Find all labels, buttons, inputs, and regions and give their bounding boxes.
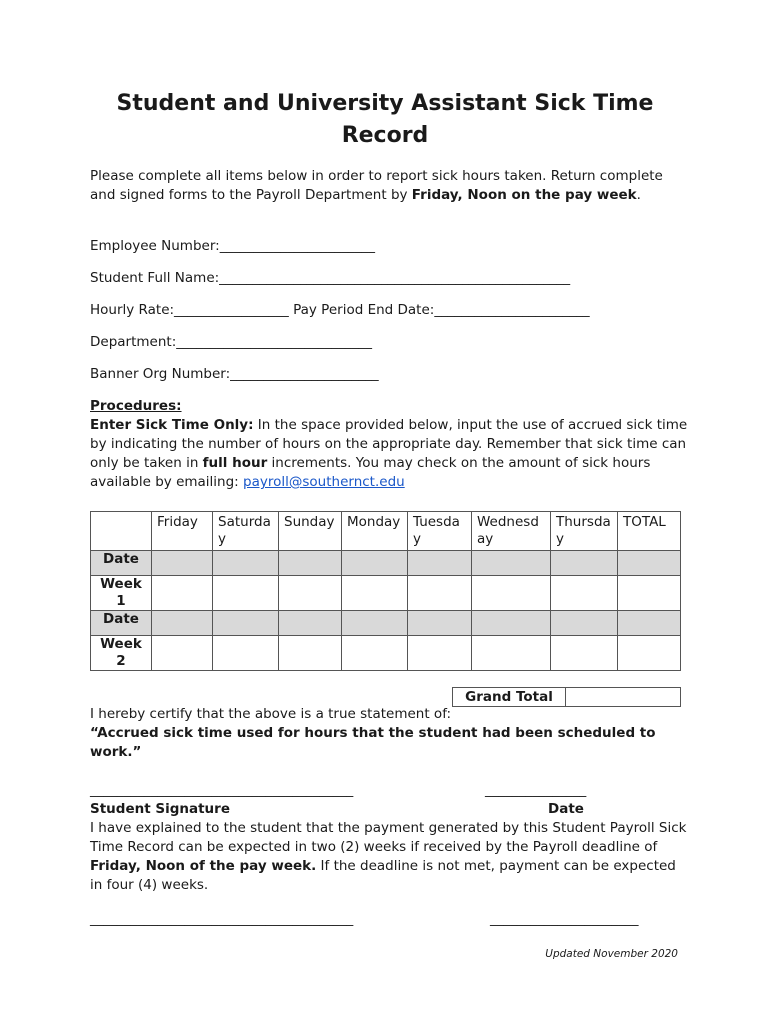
procedures-section (90, 397, 690, 492)
table-row (91, 636, 681, 671)
procedures-text-1: In the space provided below, input the use of accrued sick time by indicating the number of hours on the appropriate day. Remember that sick time can only be taken in (90, 417, 688, 471)
hourly-rate-pay-period-field[interactable]: Hourly Rate:_________________ Pay Period End Date:_______________________ (90, 302, 590, 318)
header-monday: Monday (342, 512, 408, 551)
explained-text-2: If the deadline is not met, payment can be expected in four (4) weeks. (90, 858, 676, 893)
certify-text: I hereby certify that the above is a true statement of: (90, 706, 452, 722)
table-cell[interactable] (618, 636, 681, 671)
table-cell[interactable] (551, 611, 618, 636)
sick-time-table (90, 511, 681, 671)
form-title: Student and University Assistant Sick Time Record (116, 91, 654, 148)
table-cell[interactable] (279, 576, 342, 611)
table-row (91, 551, 681, 576)
table-cell[interactable] (342, 551, 408, 576)
explained-deadline: Friday, Noon of the pay week. (90, 858, 317, 874)
row-label-week-2: Week 2 (91, 636, 152, 671)
table-cell[interactable] (618, 551, 681, 576)
grand-total-label: Grand Total (453, 688, 566, 706)
table-cell[interactable] (551, 636, 618, 671)
department-field[interactable]: Department:_____________________________ (90, 334, 372, 350)
updated-footer: Updated November 2020 (545, 948, 678, 960)
table-row (91, 611, 681, 636)
certify-section (90, 705, 690, 762)
student-full-name-field[interactable]: Student Full Name:____________________________________________________ (90, 270, 571, 286)
supervisor-signature-line[interactable]: _______________________________________ (90, 911, 354, 927)
row-label-week-1: Week 1 (91, 576, 152, 611)
table-cell[interactable] (618, 611, 681, 636)
header-wednesday: Wednesday (472, 512, 551, 551)
intro-paragraph (90, 167, 690, 205)
grand-total-box (452, 687, 681, 707)
table-cell[interactable] (213, 636, 279, 671)
row-label-date-2: Date (91, 611, 152, 636)
table-cell[interactable] (342, 636, 408, 671)
table-row (91, 576, 681, 611)
table-cell[interactable] (279, 551, 342, 576)
table-cell[interactable] (408, 611, 472, 636)
header-saturday: Saturday (213, 512, 279, 551)
intro-text: Please complete all items below in order to report sick hours taken. Return complete and signed forms to the Payroll Department by (90, 168, 663, 203)
table-cell[interactable] (472, 636, 551, 671)
table-cell[interactable] (342, 611, 408, 636)
grand-total-value[interactable] (566, 688, 680, 706)
header-tuesday: Tuesday (408, 512, 472, 551)
enter-sick-time-label: Enter Sick Time Only: (90, 417, 254, 433)
table-cell[interactable] (618, 576, 681, 611)
header-total: TOTAL (618, 512, 681, 551)
row-label-date-1: Date (91, 551, 152, 576)
header-sunday: Sunday (279, 512, 342, 551)
intro-end: . (636, 187, 641, 203)
table-cell[interactable] (213, 551, 279, 576)
certify-quote: “Accrued sick time used for hours that the student had been scheduled to work.” (90, 725, 656, 760)
header-friday: Friday (152, 512, 213, 551)
table-cell[interactable] (152, 611, 213, 636)
table-cell[interactable] (408, 551, 472, 576)
table-cell[interactable] (342, 576, 408, 611)
procedures-text-2: increments. You may check on the amount of sick hours available by emailing: (90, 455, 651, 490)
table-cell[interactable] (408, 576, 472, 611)
table-cell[interactable] (551, 551, 618, 576)
payroll-email-link[interactable]: payroll@southernct.edu (243, 474, 405, 490)
table-cell[interactable] (279, 611, 342, 636)
explained-paragraph (90, 819, 690, 895)
explained-text-1: I have explained to the student that the payment generated by this Student Payroll Sick Time Record can be expected in two (2) weeks if received by the Payroll deadline of (90, 820, 687, 855)
table-cell[interactable] (213, 576, 279, 611)
employee-number-field[interactable]: Employee Number:_______________________ (90, 238, 375, 254)
table-cell[interactable] (213, 611, 279, 636)
table-cell[interactable] (152, 551, 213, 576)
table-cell[interactable] (472, 576, 551, 611)
table-cell[interactable] (472, 551, 551, 576)
student-signature-label: Student Signature (90, 801, 230, 817)
table-cell[interactable] (551, 576, 618, 611)
banner-org-number-field[interactable]: Banner Org Number:______________________ (90, 366, 379, 382)
header-blank (91, 512, 152, 551)
student-signature-line[interactable]: _______________________________________ (90, 782, 354, 798)
supervisor-date-line[interactable]: ______________________ (490, 911, 639, 927)
full-hour-text: full hour (202, 455, 268, 471)
table-cell[interactable] (152, 576, 213, 611)
procedures-heading: Procedures: (90, 398, 182, 414)
table-cell[interactable] (279, 636, 342, 671)
intro-deadline: Friday, Noon on the pay week (411, 187, 637, 203)
date-label: Date (548, 801, 584, 817)
date-line[interactable]: _______________ (485, 782, 587, 798)
table-cell[interactable] (152, 636, 213, 671)
table-cell[interactable] (472, 611, 551, 636)
header-thursday: Thursday (551, 512, 618, 551)
table-cell[interactable] (408, 636, 472, 671)
